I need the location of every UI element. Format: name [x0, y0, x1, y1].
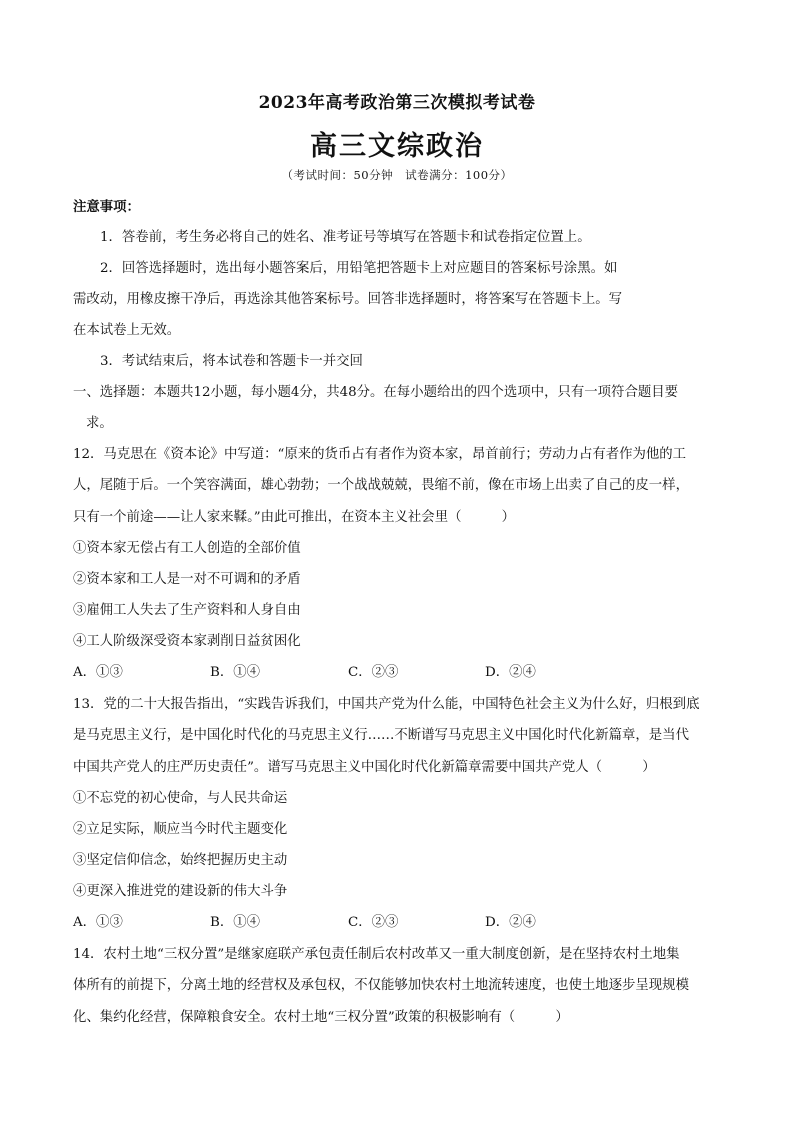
question-13-stem: 是马克思主义行，是中国化时代化的马克思主义行……不断谱写马克思主义中国化时代化新篇章，是当代 [73, 728, 689, 743]
subject-title: 高三文综政治 [310, 131, 484, 162]
question-12-item: ①资本家无偿占有工人创造的全部价值 [73, 541, 301, 556]
question-12-item: ②资本家和工人是一对不可调和的矛盾 [73, 572, 301, 587]
notes-heading: 注意事项： [73, 199, 140, 215]
question-12-stem: 人，尾随于后。一个笑容满面，雄心勃勃；一个战战兢兢，畏缩不前，像在市场上出卖了自己的皮一样， [73, 478, 689, 493]
option-b: B．①④ [210, 915, 261, 930]
notes-item-3: 3．考试结束后，将本试卷和答题卡一并交回 [100, 354, 363, 369]
question-12-stem: 只有一个前途——让人家来鞣。”由此可推出，在资本主义社会里（ ） [73, 510, 516, 525]
question-13-stem: 中国共产党人的庄严历史责任”。谱写马克思主义中国化时代化新篇章需要中国共产党人（ ） [73, 760, 656, 775]
question-14-stem: 14．农村土地“三权分置”是继家庭联产承包责任制后农村改革又一重大制度创新，是在坚持农村土地集 [73, 947, 680, 962]
section-heading: 一、选择题：本题共12小题，每小题4分，共48分。在每小题给出的四个选项中，只有一项符合题目要 [73, 385, 679, 400]
question-13-item: ④更深入推进党的建设新的伟大斗争 [73, 884, 288, 899]
question-13-item: ③坚定信仰信念，始终把握历史主动 [73, 853, 288, 868]
option-c: C．②③ [348, 915, 399, 930]
option-c: C．②③ [348, 665, 399, 680]
option-a: A．①③ [73, 915, 123, 930]
question-13-stem: 13．党的二十大报告指出，“实践告诉我们，中国共产党为什么能，中国特色社会主义为什么好，归根到底 [73, 697, 700, 712]
question-13-item: ②立足实际，顺应当今时代主题变化 [73, 822, 288, 837]
notes-item-2: 2．回答选择题时，选出每小题答案后，用铅笔把答题卡上对应题目的答案标号涂黑。如 [100, 261, 618, 276]
question-14-stem: 体所有的前提下，分离土地的经营权及承包权，不仅能够加快农村土地流转速度，也使土地逐步呈现规模 [73, 978, 689, 993]
option-b: B．①④ [210, 665, 261, 680]
question-12-item: ④工人阶级深受资本家剥削日益贫困化 [73, 634, 301, 649]
notes-item-2-cont: 在本试卷上无效。 [73, 323, 181, 338]
exam-title: 2023年高考政治第三次模拟考试卷 [258, 93, 536, 113]
section-heading-cont: 求。 [86, 416, 113, 431]
notes-item-1: 1．答卷前，考生务必将自己的姓名、准考证号等填写在答题卡和试卷指定位置上。 [100, 230, 591, 245]
question-12-stem: 12．马克思在《资本论》中写道：“原来的货币占有者作为资本家，昂首前行；劳动力占有者作为他的工 [73, 447, 687, 462]
notes-item-2-cont: 需改动，用橡皮擦干净后，再选涂其他答案标号。回答非选择题时，将答案写在答题卡上。写 [73, 292, 623, 307]
question-13-item: ①不忘党的初心使命，与人民共命运 [73, 791, 288, 806]
option-d: D．②④ [485, 915, 536, 930]
question-14-stem: 化、集约化经营，保障粮食安全。农村土地“三权分置”政策的积极影响有（ ） [73, 1010, 569, 1025]
option-a: A．①③ [73, 665, 123, 680]
question-12-item: ③雇佣工人失去了生产资料和人身自由 [73, 603, 301, 618]
exam-info: （考试时间：50分钟 试卷满分：100分） [281, 168, 513, 182]
option-d: D．②④ [485, 665, 536, 680]
